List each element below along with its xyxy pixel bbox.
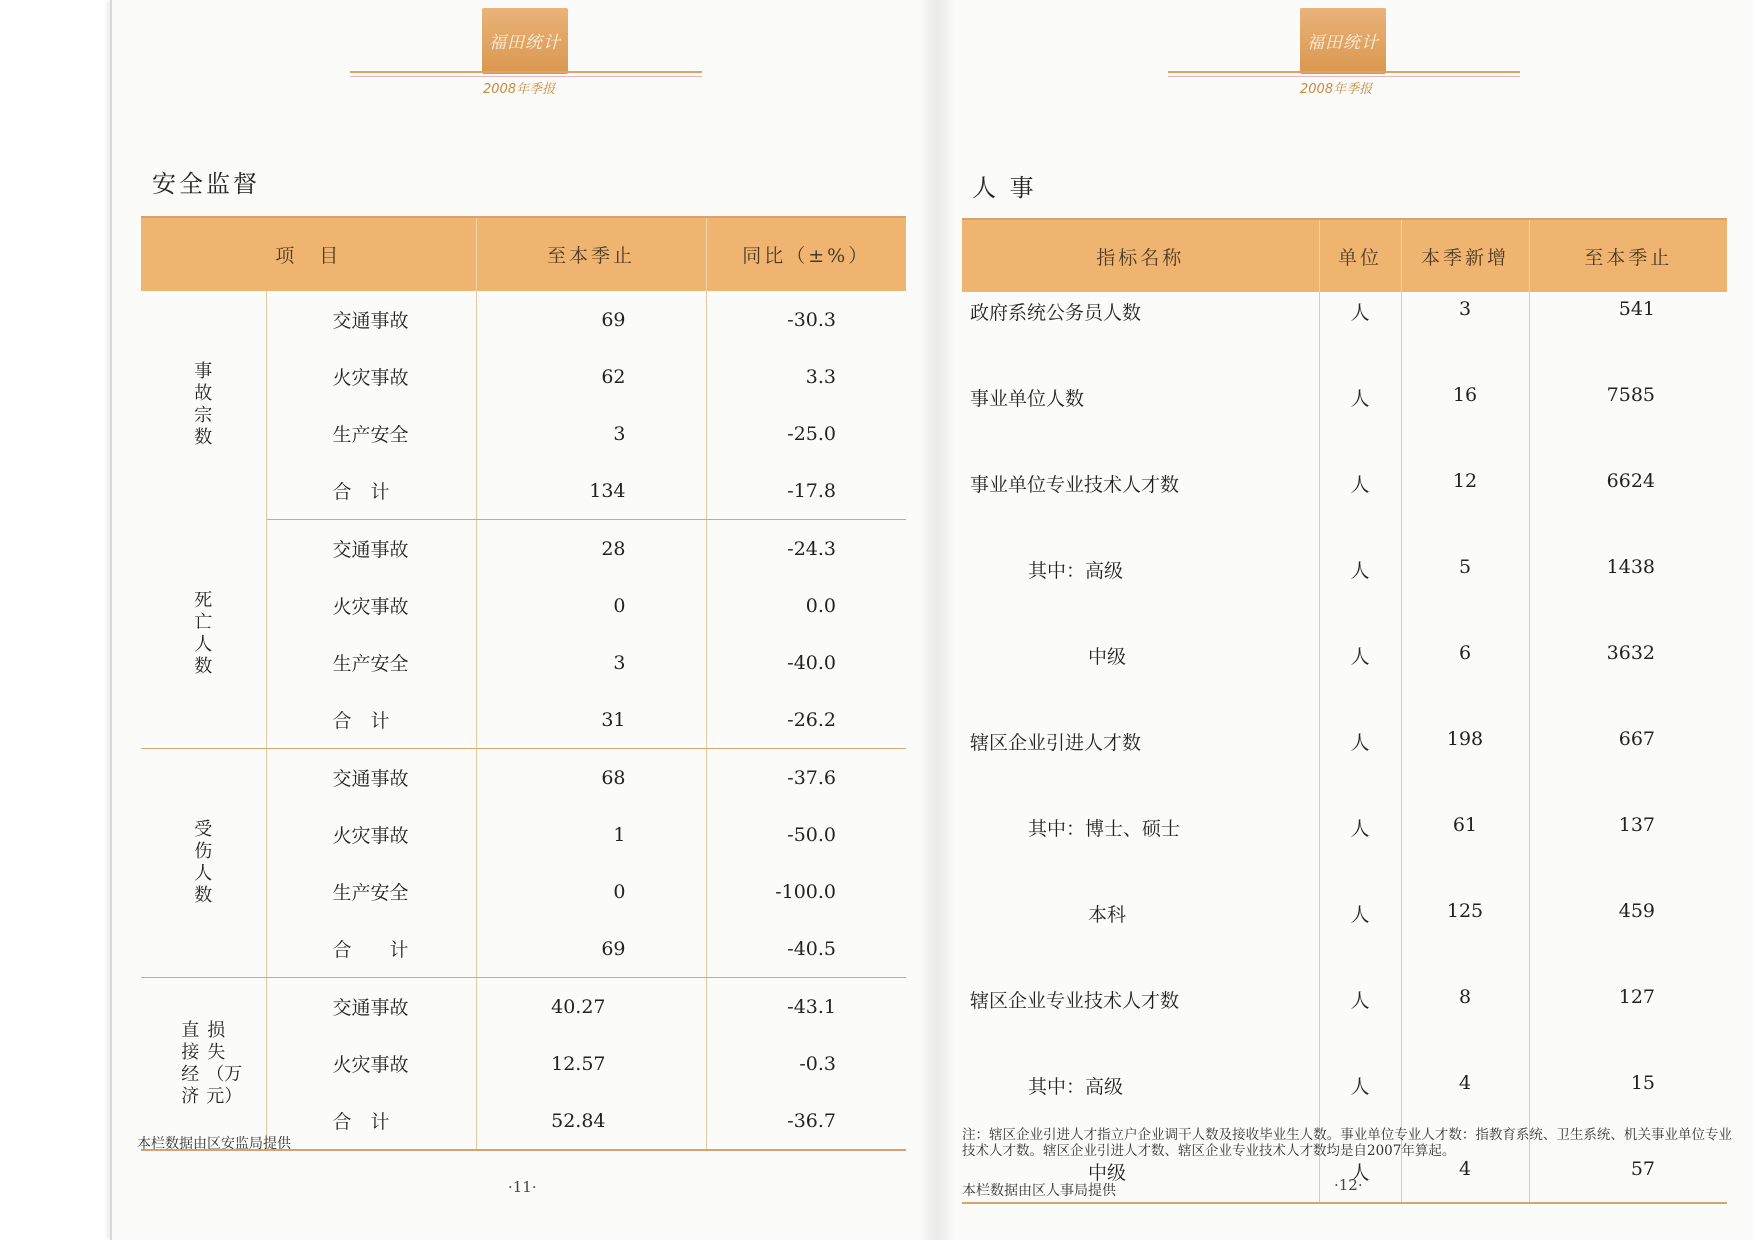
logo-text: 福田统计	[489, 33, 561, 53]
header-rule-thin	[1168, 76, 1520, 77]
value-cell: 40.27	[476, 978, 706, 1036]
change-cell: -100.0	[775, 880, 837, 903]
indicator-name: 其中：高级	[962, 1066, 1319, 1152]
value-cell: 134	[476, 462, 706, 520]
item-cell: 生产安全	[266, 405, 476, 462]
item-cell: 合 计	[266, 1092, 476, 1150]
change-cell: -37.6	[787, 766, 837, 789]
item-cell: 火灾事故	[266, 1035, 476, 1092]
header-rule	[350, 71, 702, 73]
header-rule-thin	[350, 76, 702, 77]
indicator-name: 中级	[962, 636, 1319, 722]
total-cell: 15	[1630, 1072, 1655, 1094]
logo-text: 福田统计	[1307, 33, 1379, 53]
table-row	[141, 749, 906, 807]
value-cell: 0	[476, 577, 706, 634]
table-header-row	[962, 219, 1727, 292]
new-cell: 6	[1401, 636, 1529, 722]
column-header: 指标名称	[962, 219, 1319, 292]
table-row	[962, 980, 1727, 1066]
new-cell: 8	[1401, 980, 1529, 1066]
section-title-personnel: 人 事	[972, 174, 1037, 202]
source-note-left: 本栏数据由区安监局提供	[137, 1136, 291, 1152]
new-cell: 16	[1401, 378, 1529, 464]
item-cell: 交通事故	[266, 520, 476, 578]
total-cell: 127	[1618, 986, 1655, 1008]
new-cell: 198	[1401, 722, 1529, 808]
year-label: 2008年季报	[483, 82, 556, 97]
table-row	[962, 378, 1727, 464]
change-cell: 0.0	[805, 594, 837, 617]
item-cell: 交通事故	[266, 749, 476, 807]
column-header: 至本季止	[476, 217, 706, 291]
indicator-name: 本科	[962, 894, 1319, 980]
total-cell: 6624	[1606, 470, 1655, 492]
unit-cell: 人	[1319, 550, 1401, 636]
footnote: 注：辖区企业引进人才指立户企业调干人数及接收毕业生人数。事业单位专业人才数：指教育系统、卫生系统、机关事业单位专业技术人才数。辖区企业引进人才数、辖区企业专业技术人才数均是自2007年算起。	[962, 1127, 1732, 1159]
table-row	[141, 978, 906, 1036]
indicator-name: 其中：博士、硕士	[962, 808, 1319, 894]
column-header: 单位	[1319, 219, 1401, 292]
new-cell: 125	[1401, 894, 1529, 980]
column-header: 项 目	[141, 217, 476, 291]
value-cell: 0	[476, 863, 706, 920]
group-label: 受伤人数	[141, 749, 266, 978]
value-cell: 1	[476, 806, 706, 863]
change-cell: -17.8	[706, 462, 906, 520]
item-cell: 生产安全	[266, 634, 476, 691]
value-cell: 12.57	[476, 1035, 706, 1092]
value-cell: 28	[476, 520, 706, 578]
item-cell: 合 计	[266, 691, 476, 749]
page-number-left: ·11·	[508, 1178, 537, 1196]
column-header: 至本季止	[1529, 219, 1727, 292]
total-cell: 667	[1618, 728, 1655, 750]
new-cell: 5	[1401, 550, 1529, 636]
column-header: 同比（±%）	[706, 217, 906, 291]
indicator-name: 辖区企业专业技术人才数	[962, 980, 1319, 1066]
item-cell: 交通事故	[266, 291, 476, 348]
change-cell: -40.5	[706, 920, 906, 978]
personnel-table	[962, 218, 1727, 1204]
unit-cell: 人	[1319, 378, 1401, 464]
change-cell: -30.3	[787, 308, 837, 331]
indicator-name: 事业单位人数	[962, 378, 1319, 464]
header-logo-right	[1300, 8, 1386, 74]
change-cell: -26.2	[706, 691, 906, 749]
item-cell: 火灾事故	[266, 577, 476, 634]
source-note-right: 本栏数据由区人事局提供	[962, 1183, 1116, 1199]
table-row	[962, 808, 1727, 894]
value-cell: 3	[476, 634, 706, 691]
total-cell: 3632	[1606, 642, 1655, 664]
unit-cell: 人	[1319, 894, 1401, 980]
value-cell: 62	[476, 348, 706, 405]
item-cell: 交通事故	[266, 978, 476, 1036]
table-row	[962, 464, 1727, 550]
unit-cell: 人	[1319, 722, 1401, 808]
section-title-safety: 安全监督	[152, 170, 260, 198]
total-cell: 57	[1529, 1152, 1727, 1203]
change-cell: -0.3	[799, 1052, 837, 1075]
value-cell: 3	[476, 405, 706, 462]
new-cell: 4	[1401, 1152, 1529, 1203]
group-label: 损失（万元） 直接经济	[141, 978, 266, 1151]
unit-cell: 人	[1319, 636, 1401, 722]
item-cell: 合 计	[266, 462, 476, 520]
indicator-name: 政府系统公务员人数	[962, 292, 1319, 378]
new-cell: 3	[1401, 292, 1529, 378]
table-row	[141, 520, 906, 578]
unit-cell: 人	[1319, 1066, 1401, 1152]
indicator-name: 事业单位专业技术人才数	[962, 464, 1319, 550]
table-header-row	[141, 217, 906, 291]
header-logo-left	[482, 8, 568, 74]
table-row	[962, 894, 1727, 980]
unit-cell: 人	[1319, 1152, 1401, 1203]
new-cell: 61	[1401, 808, 1529, 894]
table-row	[962, 636, 1727, 722]
change-cell: -36.7	[706, 1092, 906, 1150]
unit-cell: 人	[1319, 292, 1401, 378]
group-label: 事故宗数	[141, 291, 266, 520]
item-cell: 合 计	[266, 920, 476, 978]
safety-table	[141, 216, 906, 1151]
indicator-name: 辖区企业引进人才数	[962, 722, 1319, 808]
table-row	[962, 292, 1727, 378]
total-cell: 7585	[1606, 384, 1655, 406]
book-spine	[918, 0, 956, 1240]
item-cell: 生产安全	[266, 863, 476, 920]
change-cell: -50.0	[787, 823, 837, 846]
value-cell: 52.84	[476, 1092, 706, 1150]
indicator-name: 中级	[962, 1152, 1319, 1203]
unit-cell: 人	[1319, 464, 1401, 550]
column-header: 本季新增	[1401, 219, 1529, 292]
table-row	[962, 722, 1727, 808]
total-cell: 1438	[1606, 556, 1655, 578]
total-cell: 541	[1618, 298, 1655, 320]
total-cell: 137	[1618, 814, 1655, 836]
value-cell: 69	[476, 291, 706, 348]
group-label: 死亡人数	[141, 520, 266, 749]
table-row	[141, 291, 906, 348]
change-cell: -25.0	[787, 422, 837, 445]
new-cell: 4	[1401, 1066, 1529, 1152]
indicator-name: 其中：高级	[962, 550, 1319, 636]
table-row	[962, 550, 1727, 636]
unit-cell: 人	[1319, 980, 1401, 1066]
new-cell: 12	[1401, 464, 1529, 550]
value-cell: 69	[476, 920, 706, 978]
year-label: 2008年季报	[1300, 82, 1373, 97]
header-rule	[1168, 71, 1520, 73]
item-cell: 火灾事故	[266, 348, 476, 405]
change-cell: 3.3	[805, 365, 837, 388]
change-cell: -43.1	[787, 995, 837, 1018]
total-cell: 459	[1618, 900, 1655, 922]
page-number-right: ·12·	[1334, 1176, 1363, 1194]
value-cell: 68	[476, 749, 706, 807]
change-cell: -24.3	[787, 537, 837, 560]
item-cell: 火灾事故	[266, 806, 476, 863]
change-cell: -40.0	[787, 651, 837, 674]
value-cell: 31	[476, 691, 706, 749]
unit-cell: 人	[1319, 808, 1401, 894]
